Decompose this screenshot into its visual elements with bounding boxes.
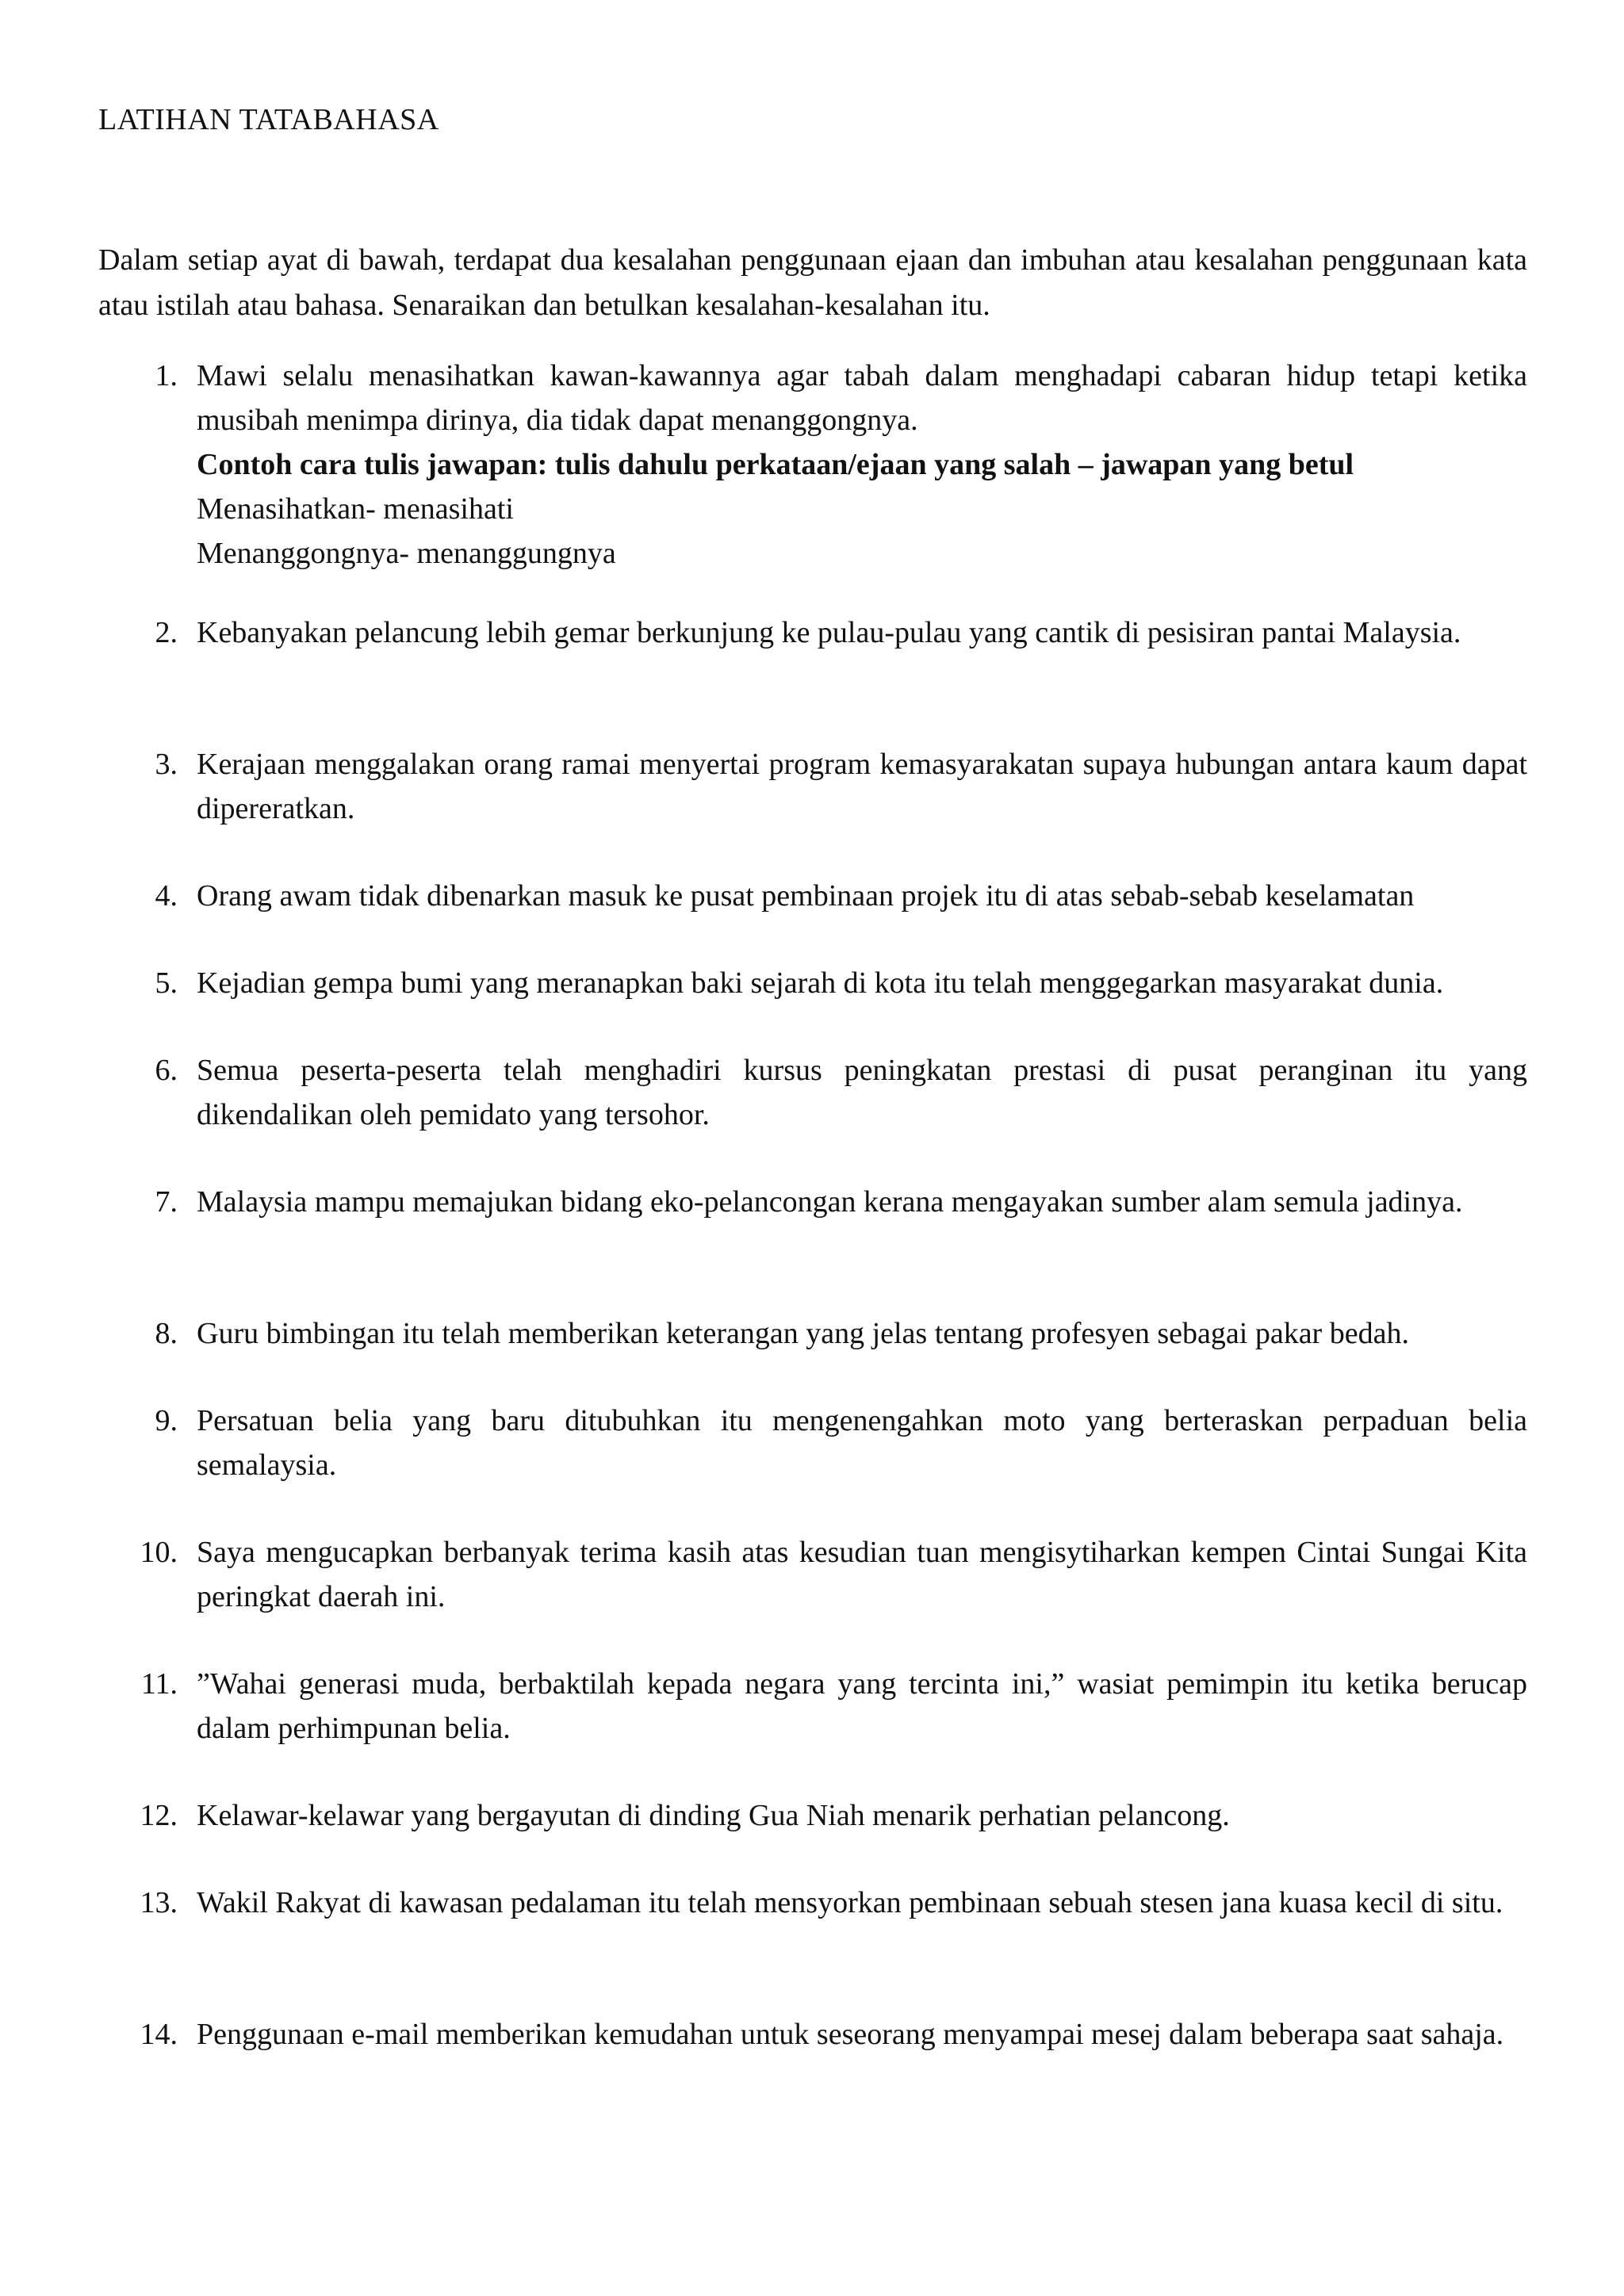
question-item-6 xyxy=(98,1048,1527,1137)
question-item-2 xyxy=(98,610,1527,655)
question-text: Wakil Rakyat di kawasan pedalaman itu telah mensyorkan pembinaan sebuah stesen jana kuasa kecil di situ. xyxy=(197,1886,1503,1919)
document-title: LATIHAN TATABAHASA xyxy=(98,103,439,136)
question-text: Malaysia mampu memajukan bidang eko-pelancongan kerana mengayakan sumber alam semula jadinya. xyxy=(197,1185,1463,1219)
question-item-5 xyxy=(98,961,1527,1005)
question-text: Kerajaan menggalakan orang ramai menyertai program kemasyarakatan supaya hubungan antara kaum dapat dipereratkan. xyxy=(197,748,1527,825)
question-number: 12. xyxy=(140,1799,178,1832)
question-number: 9. xyxy=(155,1404,178,1437)
question-item-3 xyxy=(98,742,1527,831)
question-text: Kejadian gempa bumi yang meranapkan baki sejarah di kota itu telah menggegarkan masyarakat dunia. xyxy=(197,966,1444,1000)
question-text: Penggunaan e-mail memberikan kemudahan untuk seseorang menyampai mesej dalam beberapa saat sahaja. xyxy=(197,2018,1504,2051)
question-text: Kelawar-kelawar yang bergayutan di dinding Gua Niah menarik perhatian pelancong. xyxy=(197,1799,1230,1832)
question-number: 13. xyxy=(140,1886,178,1919)
question-text: Orang awam tidak dibenarkan masuk ke pusat pembinaan projek itu di atas sebab-sebab keselamatan xyxy=(197,879,1415,913)
question-item-12 xyxy=(98,1793,1527,1838)
question-item-8 xyxy=(98,1311,1527,1356)
question-text: Kebanyakan pelancung lebih gemar berkunjung ke pulau-pulau yang cantik di pesisiran pantai Malaysia. xyxy=(197,616,1461,649)
question-number: 11. xyxy=(140,1667,178,1701)
question-item-4 xyxy=(98,874,1527,918)
question-number: 5. xyxy=(155,966,178,1000)
question-text: Semua peserta-peserta telah menghadiri kursus peningkatan prestasi di pusat peranginan itu yang dikendalikan oleh pemidato yang tersohor. xyxy=(197,1054,1527,1131)
question-number: 8. xyxy=(155,1317,178,1350)
question-text: Mawi selalu menasihatkan kawan-kawannya agar tabah dalam menghadapi cabaran hidup tetapi ketika musibah menimpa dirinya, dia tidak dapat menanggongnya. xyxy=(197,359,1527,437)
question-item-10 xyxy=(98,1530,1527,1619)
question-text: ”Wahai generasi muda, berbaktilah kepada negara yang tercinta ini,” wasiat pemimpin itu ketika berucap dalam perhimpunan belia. xyxy=(197,1667,1527,1745)
question-number: 1. xyxy=(155,359,178,392)
question-item-7 xyxy=(98,1180,1527,1224)
question-number: 4. xyxy=(155,879,178,913)
question-number: 10. xyxy=(140,1536,178,1569)
example-answer-1: Menasihatkan- menasihati xyxy=(197,492,514,526)
instruction-paragraph: Dalam setiap ayat di bawah, terdapat dua kesalahan penggunaan ejaan dan imbuhan atau kesalahan penggunaan kata atau istilah atau bahasa. Senaraikan dan betulkan kesalahan-kesalahan itu. xyxy=(98,243,1527,322)
question-item-1 xyxy=(98,354,1527,576)
question-number: 3. xyxy=(155,748,178,781)
question-number: 14. xyxy=(140,2018,178,2051)
question-number: 7. xyxy=(155,1185,178,1219)
question-item-13 xyxy=(98,1881,1527,1925)
question-number: 2. xyxy=(155,616,178,649)
question-item-11 xyxy=(98,1662,1527,1751)
question-text: Persatuan belia yang baru ditubuhkan itu mengenengahkan moto yang berteraskan perpaduan belia semalaysia. xyxy=(197,1404,1527,1482)
question-item-14 xyxy=(98,2012,1527,2057)
question-text: Guru bimbingan itu telah memberikan keterangan yang jelas tentang profesyen sebagai pakar bedah. xyxy=(197,1317,1409,1350)
example-answer-2: Menanggongnya- menanggungnya xyxy=(197,537,616,570)
question-number: 6. xyxy=(155,1054,178,1087)
example-heading: Contoh cara tulis jawapan: tulis dahulu perkataan/ejaan yang salah – jawapan yang betul xyxy=(197,448,1354,481)
question-text: Saya mengucapkan berbanyak terima kasih atas kesudian tuan mengisytiharkan kempen Cintai Sungai Kita peringkat daerah ini. xyxy=(197,1536,1527,1613)
question-item-9 xyxy=(98,1399,1527,1487)
